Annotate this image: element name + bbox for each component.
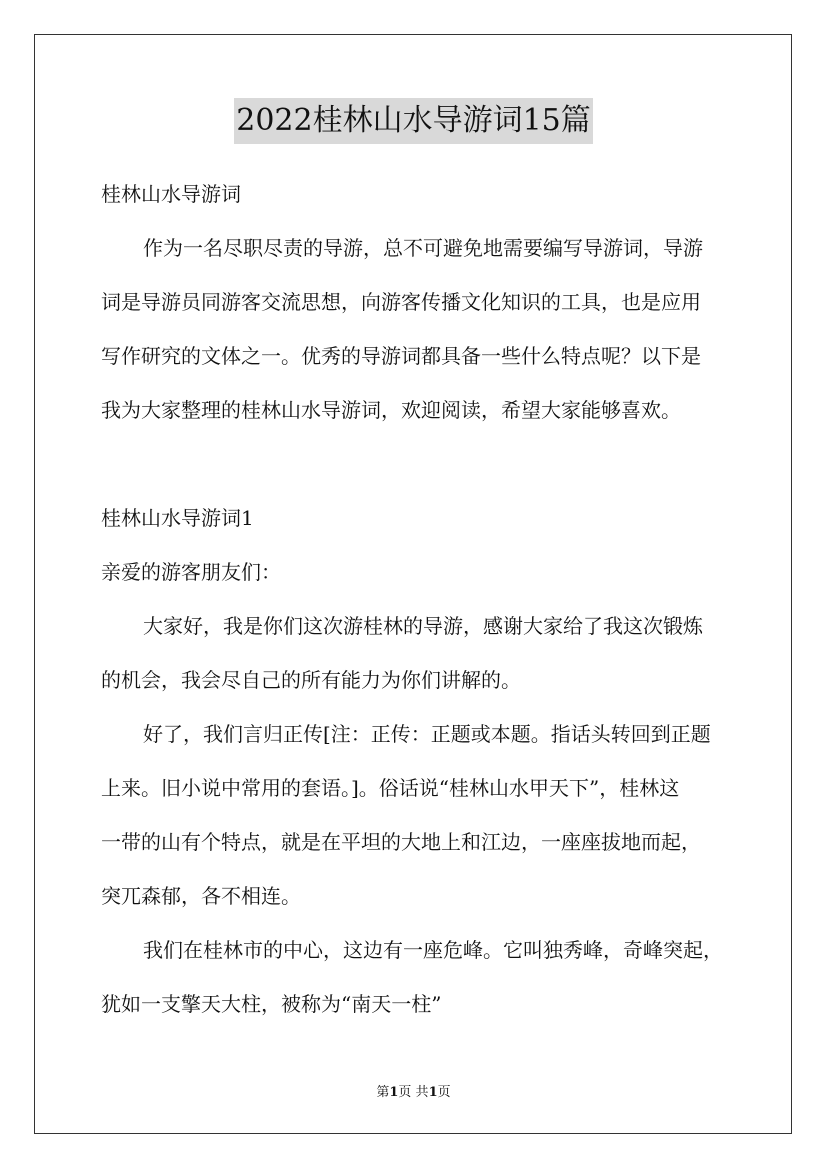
paragraph-line: 大家好，我是你们这次游桂林的导游，感谢大家给了我这次锻炼 — [143, 614, 703, 638]
document-title: 2022桂林山水导游词15篇 — [234, 98, 593, 144]
page-footer — [0, 1084, 827, 1102]
title-container — [0, 98, 827, 144]
paragraph-line: 一带的山有个特点，就是在平坦的大地上和江边，一座座拔地而起， — [101, 830, 701, 854]
paragraph-line: 上来。旧小说中常用的套语。]。俗话说“桂林山水甲天下”，桂林这 — [101, 776, 680, 800]
section-heading: 桂林山水导游词 — [101, 182, 241, 206]
paragraph-line: 作为一名尽职尽责的导游，总不可避免地需要编写导游词，导游 — [143, 236, 703, 260]
salutation: 亲爱的游客朋友们： — [101, 560, 281, 584]
footer-page-prefix: 第 — [376, 1085, 390, 1100]
paragraph-line: 我为大家整理的桂林山水导游词，欢迎阅读，希望大家能够喜欢。 — [101, 398, 681, 422]
subsection-heading: 桂林山水导游词1 — [101, 506, 254, 530]
paragraph-line: 好了，我们言归正传[注：正传：正题或本题。指话头转回到正题 — [143, 722, 711, 746]
paragraph-line: 的机会，我会尽自己的所有能力为你们讲解的。 — [101, 668, 521, 692]
footer-page-total: 1 — [428, 1085, 438, 1100]
paragraph-line: 词是导游员同游客交流思想，向游客传播文化知识的工具，也是应用 — [101, 290, 701, 314]
footer-page-mid: 页 共 — [398, 1085, 429, 1100]
paragraph-line: 我们在桂林市的中心，这边有一座危峰。它叫独秀峰，奇峰突起， — [143, 938, 723, 962]
paragraph-line: 突兀森郁，各不相连。 — [101, 884, 301, 908]
footer-page-number: 1 — [389, 1085, 399, 1100]
paragraph-line: 犹如一支擎天大柱，被称为“南天一柱” — [101, 992, 442, 1016]
footer-page-suffix: 页 — [437, 1085, 451, 1100]
paragraph-line: 写作研究的文体之一。优秀的导游词都具备一些什么特点呢？以下是 — [101, 344, 701, 368]
